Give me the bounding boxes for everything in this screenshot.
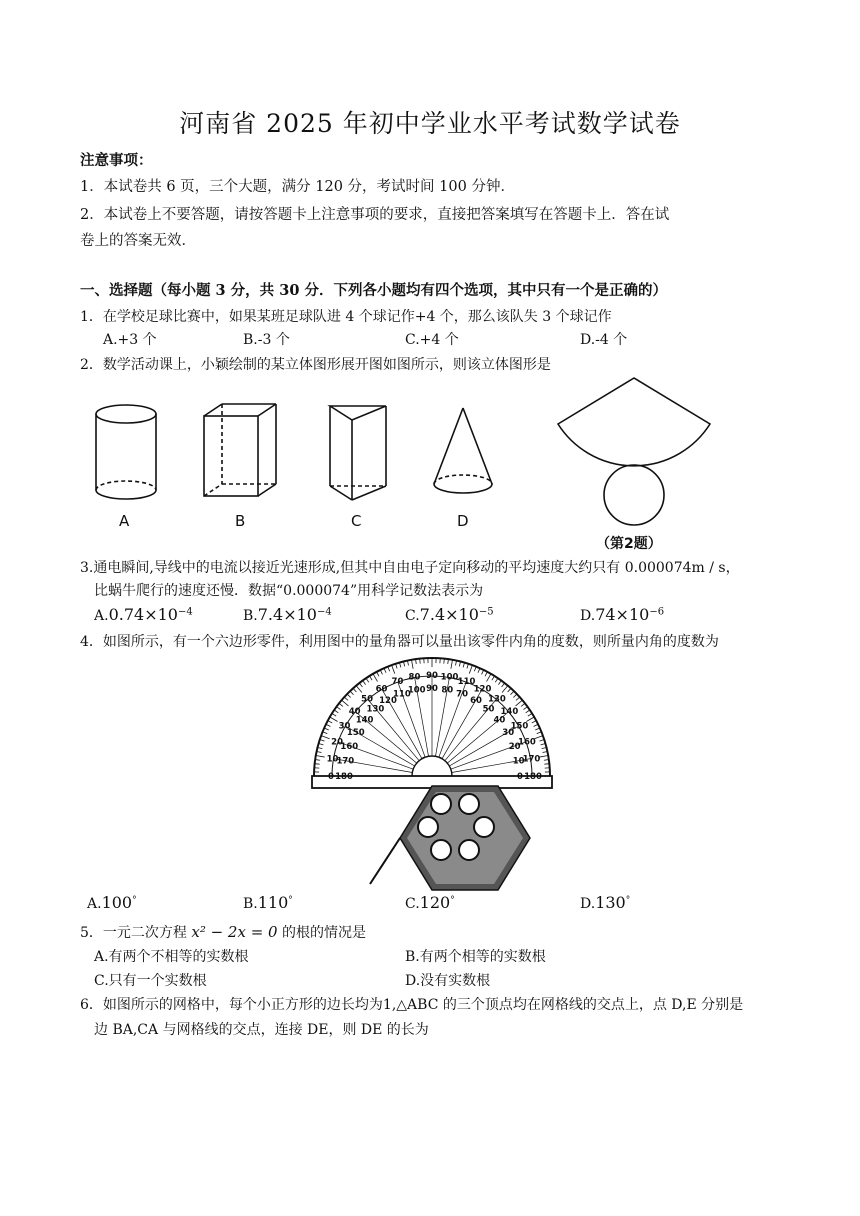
hexagon-part <box>370 786 530 890</box>
notice-heading: 注意事项： <box>80 152 153 169</box>
protractor-tick <box>469 665 472 673</box>
question-2-stem: 2．数学活动课上，小颖绘制的某立体图形展开图如图所示，则该立体图形是 <box>80 357 551 373</box>
protractor-tick <box>495 678 498 682</box>
question-4-option-c: C.120° <box>405 893 455 912</box>
protractor-tick <box>492 676 495 680</box>
protractor-tick <box>373 674 378 682</box>
protractor-tick <box>534 724 538 726</box>
notice-item-3: 卷上的答案无效． <box>80 233 196 249</box>
protractor-label-outer: 90 <box>426 671 438 681</box>
protractor-tick <box>508 688 511 692</box>
protractor-tick <box>339 703 343 706</box>
question-4-stem: 4．如图所示，有一个六边形零件，利用图中的量角器可以量出该零件内角的度数，则所量内角的度数为 <box>80 634 719 650</box>
question-1-stem: 1．在学校足球比赛中，如果某班足球队进 4 个球记作+4 个，那么该队失 3 个球记作 <box>80 309 612 325</box>
figure-label-d: D <box>457 512 469 530</box>
question-4-option-d: D.130° <box>580 893 631 912</box>
protractor-label-outer: 120 <box>473 684 492 695</box>
protractor-tick <box>515 700 522 706</box>
protractor-tick <box>347 694 351 697</box>
question-1-option-c: C.+4 个 <box>405 332 459 348</box>
protractor-tick <box>334 710 338 713</box>
protractor-tick <box>342 700 349 706</box>
protractor-label-inner: 160 <box>340 741 359 752</box>
protractor-tick <box>482 670 484 674</box>
protractor-label-outer: 60 <box>375 684 388 695</box>
protractor-label-outer: 20 <box>331 737 344 748</box>
protractor-tick <box>316 756 325 758</box>
question-1-option-b: B.-3 个 <box>243 332 290 348</box>
question-6-stem-line-2: 边 BA,CA 与网格线的交点，连接 DE，则 DE 的长为 <box>94 1022 429 1038</box>
protractor-tick <box>384 668 386 673</box>
protractor-label-inner: 90 <box>426 684 438 694</box>
protractor-label-outer: 70 <box>391 677 404 688</box>
protractor-label-outer: 140 <box>500 707 519 718</box>
protractor-tick <box>502 686 508 693</box>
protractor-label-inner: 60 <box>470 695 482 706</box>
protractor-label-inner: 20 <box>508 741 521 752</box>
protractor-tick <box>478 668 480 673</box>
notice-item-2: 2．本试卷上不要答题，请按答题卡上注意事项的要求，直接把答案填写在答题卡上．答在试 <box>80 207 670 223</box>
notice-item-1: 1．本试卷共 6 页，三个大题，满分 120 分，考试时间 100 分钟． <box>80 179 515 195</box>
protractor-tick <box>487 674 492 682</box>
protractor-tick <box>420 659 421 664</box>
protractor-tick <box>337 707 341 710</box>
question-4-option-b: B.110° <box>243 893 293 912</box>
protractor-tick <box>359 683 362 687</box>
equation: x² − 2x = 0 <box>191 923 278 941</box>
protractor-tick <box>392 665 395 673</box>
protractor-tick <box>485 672 487 676</box>
protractor-label-inner: 80 <box>441 685 454 696</box>
protractor-label-outer: 130 <box>488 694 506 705</box>
protractor-label-inner: 180 <box>335 772 353 782</box>
question-1-option-a: A.+3 个 <box>103 332 157 348</box>
question-6-stem-line-1: 6．如图所示的网格中，每个小正方形的边长均为1,△ABC 的三个顶点均在网格线的交点上，点 D,E 分别是 <box>80 997 744 1013</box>
question-5-stem: 5．一元二次方程 x² − 2x = 0 的根的情况是 <box>80 923 367 941</box>
protractor-tick <box>521 703 525 706</box>
question-3-stem-line-1: 3.通电瞬间,导线中的电流以接近光速形成,但其中自由电子定向移动的平均速度大约只有 0.000074m / s， <box>80 560 740 576</box>
figure-label-b: B <box>235 512 246 530</box>
figure-label-c: C <box>351 512 362 530</box>
protractor-label-outer: 0 <box>328 772 334 782</box>
protractor-tick <box>532 721 536 723</box>
protractor-tick <box>332 713 336 716</box>
question-3-option-d: $D.74\times 10^{-6}$ <box>580 605 665 624</box>
protractor-label-inner: 130 <box>366 704 385 715</box>
protractor-label-inner: 50 <box>482 704 495 715</box>
protractor-label-outer: 10 <box>326 754 339 765</box>
protractor-tick <box>510 691 513 695</box>
protractor-tick <box>330 717 338 722</box>
protractor-tick <box>363 681 366 685</box>
protractor-tick <box>544 764 549 765</box>
protractor-tick <box>451 660 453 669</box>
protractor-label-outer: 160 <box>518 737 536 748</box>
protractor-tick <box>498 681 501 685</box>
protractor-tick <box>513 694 517 697</box>
question-1-option-d: D.-4 个 <box>580 332 628 348</box>
protractor-tick <box>321 736 329 739</box>
protractor-label-outer: 150 <box>510 721 529 732</box>
protractor-label-inner: 40 <box>493 715 506 726</box>
protractor-label-inner: 170 <box>336 756 355 767</box>
protractor-tick <box>377 672 379 676</box>
question-5-option-d: D.没有实数根 <box>405 973 491 989</box>
question-3-option-a: $A.0.74\times 10^{-4}$ <box>94 605 193 624</box>
exam-title: 河南省 2025 年初中学业水平考试数学试卷 <box>179 109 681 138</box>
question-3-option-b: $B.7.4\times 10^{-4}$ <box>243 605 332 624</box>
protractor-tick <box>344 697 348 700</box>
protractor-tick <box>539 756 548 758</box>
protractor-label-outer: 30 <box>338 721 351 732</box>
protractor-label-inner: 70 <box>456 689 469 700</box>
protractor-label-outer: 170 <box>522 754 541 765</box>
question-4-option-a: A.100° <box>87 893 137 912</box>
protractor-tick <box>412 660 414 669</box>
protractor-label-inner: 110 <box>393 689 411 700</box>
protractor-tick <box>356 686 362 693</box>
protractor-tick <box>516 697 520 700</box>
protractor-tick <box>369 676 372 680</box>
protractor-label-inner: 120 <box>379 695 397 706</box>
section-heading: 一、选择题（每小题 3 分，共 30 分．下列各小题均有四个选项，其中只有一个是正确的） <box>80 282 667 299</box>
protractor-label-outer: 80 <box>408 672 421 683</box>
protractor-tick <box>315 764 320 765</box>
figure-label-a: A <box>119 512 130 530</box>
protractor-label-inner: 100 <box>407 685 426 696</box>
protractor-label-inner: 140 <box>355 715 374 726</box>
protractor-tick <box>380 670 382 674</box>
protractor-label-outer: 180 <box>524 772 542 782</box>
protractor-tick <box>444 659 445 664</box>
question-3-option-c: $C.7.4\times 10^{-5}$ <box>405 605 494 624</box>
figure-caption: （第2题） <box>596 536 662 552</box>
protractor-tick <box>528 713 532 716</box>
protractor-label-outer: 100 <box>440 672 459 683</box>
protractor-tick <box>366 678 369 682</box>
protractor-tick <box>328 721 332 723</box>
protractor-label-inner: 0 <box>517 772 523 782</box>
protractor-label-outer: 50 <box>361 694 374 705</box>
protractor-label-inner: 30 <box>502 728 515 738</box>
protractor-label-inner: 10 <box>512 756 525 767</box>
protractor-tick <box>502 683 505 687</box>
protractor-tick <box>326 724 330 726</box>
question-5-option-a: A.有两个不相等的实数根 <box>94 949 249 965</box>
protractor-tick <box>523 707 527 710</box>
protractor-label-outer: 40 <box>348 707 361 718</box>
protractor-tick <box>535 728 540 730</box>
question-3-stem-line-2: 比蜗牛爬行的速度还慢．数据“0.000074”用科学记数法表示为 <box>94 583 484 599</box>
protractor-label-outer: 110 <box>457 677 476 688</box>
protractor-tick <box>324 728 329 730</box>
protractor-tick <box>526 710 530 713</box>
protractor-tick <box>353 688 356 692</box>
question-5-option-b: B.有两个相等的实数根 <box>405 949 546 965</box>
protractor-tick <box>350 691 353 695</box>
question-5-option-c: C.只有一个实数根 <box>94 973 207 989</box>
protractor-label-inner: 150 <box>346 728 365 738</box>
